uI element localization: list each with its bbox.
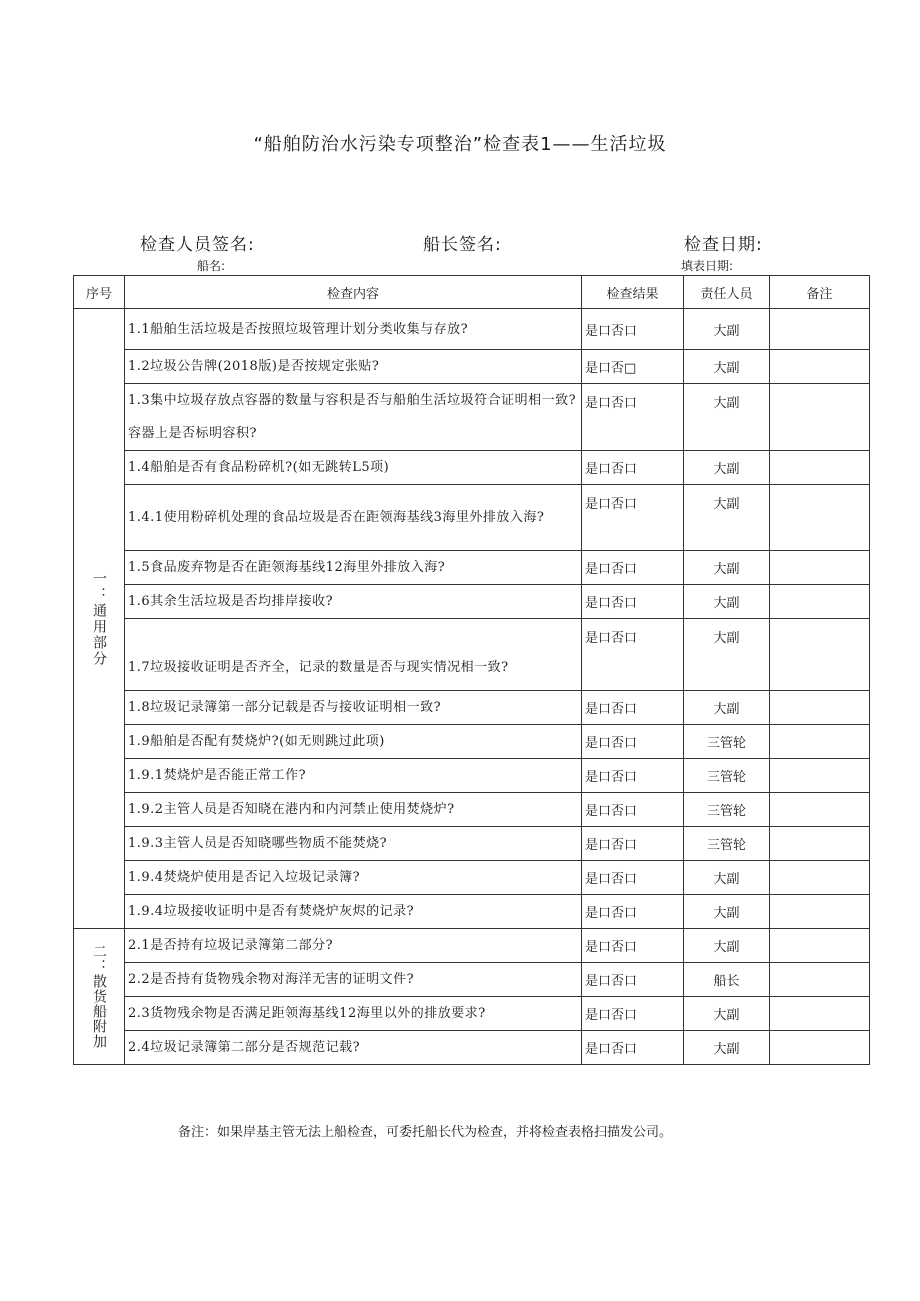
row-result[interactable]: 是口否口	[582, 619, 684, 691]
row-content: 1.9.4垃圾接收证明中是否有焚烧炉灰烬的记录?	[125, 895, 582, 929]
row-person: 三管轮	[684, 725, 770, 759]
checklist-table	[73, 275, 870, 1065]
row-remark[interactable]	[770, 691, 870, 725]
row-content: 1.9.4焚烧炉使用是否记入垃圾记录簿?	[125, 861, 582, 895]
row-result[interactable]: 是口否口	[582, 551, 684, 585]
table-row	[74, 929, 870, 963]
row-content: 2.2是否持有货物残余物对海洋无害的证明文件?	[125, 963, 582, 997]
row-person: 大副	[684, 350, 770, 384]
row-content: 1.9.2主管人员是否知晓在港内和内河禁止使用焚烧炉?	[125, 793, 582, 827]
row-content: 1.4船舶是否有食品粉碎机?(如无跳转L5项)	[125, 451, 582, 485]
row-person: 大副	[684, 1031, 770, 1065]
table-row	[74, 350, 870, 384]
row-result[interactable]: 是口否口	[582, 963, 684, 997]
table-row	[74, 827, 870, 861]
row-person: 大副	[684, 691, 770, 725]
row-person: 船长	[684, 963, 770, 997]
header-no: 序号	[74, 276, 125, 309]
row-result[interactable]: 是口否口	[582, 759, 684, 793]
row-person: 三管轮	[684, 759, 770, 793]
table-row	[74, 551, 870, 585]
row-person: 大副	[684, 451, 770, 485]
row-result[interactable]: 是口否口	[582, 585, 684, 619]
row-content: 1.1船舶生活垃圾是否按照垃圾管理计划分类收集与存放?	[125, 309, 582, 350]
row-result[interactable]: 是口否口	[582, 929, 684, 963]
row-person: 大副	[684, 861, 770, 895]
row-content: 1.8垃圾记录簿第一部分记载是否与接收证明相一致?	[125, 691, 582, 725]
table-row	[74, 585, 870, 619]
row-remark[interactable]	[770, 793, 870, 827]
row-remark[interactable]	[770, 551, 870, 585]
inspection-date-label: 检查日期:	[684, 235, 763, 255]
row-result[interactable]: 是口否口	[582, 725, 684, 759]
table-row	[74, 309, 870, 350]
row-person: 大副	[684, 309, 770, 350]
row-content: 1.5食品废弃物是否在距领海基线12海里外排放入海?	[125, 551, 582, 585]
row-person: 大副	[684, 585, 770, 619]
row-content: 1.7垃圾接收证明是否齐全，记录的数量是否与现实情况相一致?	[125, 619, 582, 691]
row-remark[interactable]	[770, 895, 870, 929]
table-row	[74, 691, 870, 725]
section-1-label: 一：通用部分	[74, 309, 125, 929]
table-header-row	[74, 276, 870, 309]
row-person: 三管轮	[684, 827, 770, 861]
row-result[interactable]: 是口否口	[582, 861, 684, 895]
row-remark[interactable]	[770, 759, 870, 793]
fill-date-label: 填表日期:	[681, 259, 734, 273]
row-result[interactable]: 是口否口	[582, 384, 684, 451]
row-remark[interactable]	[770, 861, 870, 895]
row-person: 大副	[684, 929, 770, 963]
row-content: 1.9船舶是否配有焚烧炉?(如无则跳过此项)	[125, 725, 582, 759]
row-remark[interactable]	[770, 451, 870, 485]
row-person: 大副	[684, 384, 770, 451]
footnote: 备注：如果岸基主管无法上船检查，可委托船长代为检查，并将检查表格扫描发公司。	[178, 1125, 673, 1140]
row-person: 大副	[684, 551, 770, 585]
row-person: 大副	[684, 997, 770, 1031]
header-content: 检查内容	[125, 276, 582, 309]
row-result[interactable]: 是口否口	[582, 895, 684, 929]
captain-signature-label: 船长签名:	[423, 235, 502, 255]
table-row	[74, 997, 870, 1031]
row-result[interactable]: 是口否口	[582, 309, 684, 350]
row-person: 大副	[684, 895, 770, 929]
row-person: 大副	[684, 619, 770, 691]
table-row	[74, 793, 870, 827]
table-row	[74, 384, 870, 451]
row-remark[interactable]	[770, 1031, 870, 1065]
row-result[interactable]: 是口否口	[582, 827, 684, 861]
page-title: “船舶防治水污染专项整治”检查表1——生活垃圾	[253, 134, 667, 155]
row-content: 2.4垃圾记录簿第二部分是否规范记载?	[125, 1031, 582, 1065]
row-result[interactable]: 是口否口	[582, 691, 684, 725]
row-remark[interactable]	[770, 350, 870, 384]
row-person: 三管轮	[684, 793, 770, 827]
table-row	[74, 725, 870, 759]
header-result: 检查结果	[582, 276, 684, 309]
section-2-label: 二：散货船附加	[74, 929, 125, 1065]
row-remark[interactable]	[770, 725, 870, 759]
header-person: 责任人员	[684, 276, 770, 309]
table-row	[74, 451, 870, 485]
row-remark[interactable]	[770, 619, 870, 691]
table-row	[74, 895, 870, 929]
row-content: 1.2垃圾公告牌(2018版)是否按规定张贴?	[125, 350, 582, 384]
row-result[interactable]: 是口否口	[582, 451, 684, 485]
row-result[interactable]: 是口否口	[582, 485, 684, 551]
table-row	[74, 861, 870, 895]
row-remark[interactable]	[770, 384, 870, 451]
inspector-signature-label: 检查人员签名:	[140, 235, 255, 255]
row-remark[interactable]	[770, 929, 870, 963]
row-content: 2.3货物残余物是否满足距领海基线12海里以外的排放要求?	[125, 997, 582, 1031]
row-remark[interactable]	[770, 997, 870, 1031]
row-result[interactable]: 是口否□	[582, 350, 684, 384]
row-content: 1.9.1焚烧炉是否能正常工作?	[125, 759, 582, 793]
header-remark: 备注	[770, 276, 870, 309]
table-row	[74, 759, 870, 793]
table-row	[74, 619, 870, 691]
table-row	[74, 485, 870, 551]
row-remark[interactable]	[770, 963, 870, 997]
row-remark[interactable]	[770, 485, 870, 551]
table-row	[74, 1031, 870, 1065]
row-result[interactable]: 是口否口	[582, 997, 684, 1031]
row-content: 1.6其余生活垃圾是否均排岸接收?	[125, 585, 582, 619]
row-remark[interactable]	[770, 309, 870, 350]
row-content: 2.1是否持有垃圾记录簿第二部分?	[125, 929, 582, 963]
row-content: 1.3集中垃圾存放点容器的数量与容积是否与船舶生活垃圾符合证明相一致?容器上是否标明容积?	[125, 384, 582, 451]
row-remark[interactable]	[770, 585, 870, 619]
row-person: 大副	[684, 485, 770, 551]
row-remark[interactable]	[770, 827, 870, 861]
row-result[interactable]: 是口否口	[582, 793, 684, 827]
table-row	[74, 963, 870, 997]
row-result[interactable]: 是口否口	[582, 1031, 684, 1065]
ship-name-label: 船名:	[197, 259, 226, 273]
row-content: 1.4.1使用粉碎机处理的食品垃圾是否在距领海基线3海里外排放入海?	[125, 485, 582, 551]
row-content: 1.9.3主管人员是否知晓哪些物质不能焚烧?	[125, 827, 582, 861]
